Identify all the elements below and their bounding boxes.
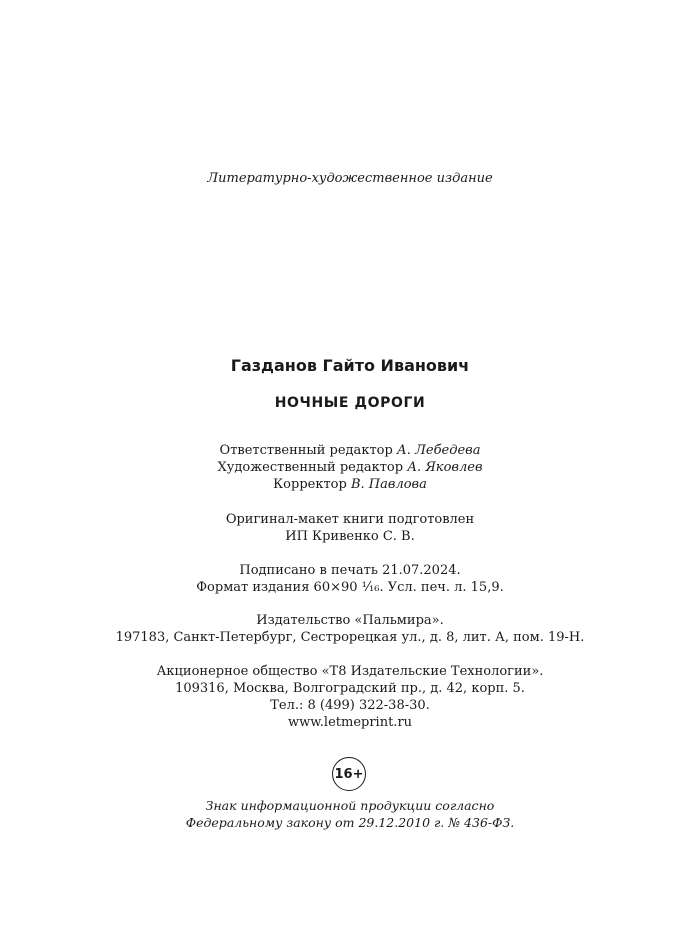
credit-line: [0, 442, 700, 459]
credit-line: [0, 476, 700, 493]
credits-block: [0, 442, 700, 493]
printer-address: 109316, Москва, Волгоградский пр., д. 42, корп. 5.: [175, 681, 525, 696]
credit-role: Художественный редактор: [217, 460, 404, 475]
credit-person: А. Лебедева: [396, 443, 481, 458]
age-notice-line: Знак информационной продукции согласно: [205, 798, 495, 813]
publisher-address: 197183, Санкт-Петербург, Сестрорецкая ул., д. 8, лит. А, пом. 19-Н.: [115, 630, 585, 645]
printer-block: [0, 663, 700, 731]
author-name: Газданов Гайто Иванович: [230, 356, 470, 375]
book-title: НОЧНЫЕ ДОРОГИ: [274, 395, 426, 411]
printer-website: www.letmeprint.ru: [287, 715, 413, 730]
layout-line: ИП Кривенко С. В.: [285, 529, 415, 544]
age-rating-badge: 16+: [332, 757, 366, 791]
print-format: Формат издания 60×90 ¹⁄₁₆. Усл. печ. л. 15,9.: [196, 580, 504, 595]
layout-line: Оригинал-макет книги подготовлен: [225, 512, 475, 527]
layout-prepared-block: [0, 511, 700, 545]
credit-person: В. Павлова: [350, 477, 427, 492]
credit-person: А. Яковлев: [407, 460, 483, 475]
credit-line: [0, 459, 700, 476]
printer-phone: Тел.: 8 (499) 322-38-30.: [270, 698, 430, 713]
publisher-name: Издательство «Пальмира».: [256, 613, 444, 628]
age-notice-line: Федеральному закону от 29.12.2010 г. № 436-ФЗ.: [185, 815, 515, 830]
age-notice: [0, 797, 700, 831]
print-date: Подписано в печать 21.07.2024.: [239, 563, 461, 578]
credit-role: Ответственный редактор: [219, 443, 393, 458]
credit-role: Корректор: [273, 477, 347, 492]
print-info-block: [0, 562, 700, 596]
publisher-block: [0, 612, 700, 646]
edition-type: Литературно-художественное издание: [207, 171, 493, 186]
printer-name: Акционерное общество «Т8 Издательские Технологии».: [156, 664, 544, 679]
